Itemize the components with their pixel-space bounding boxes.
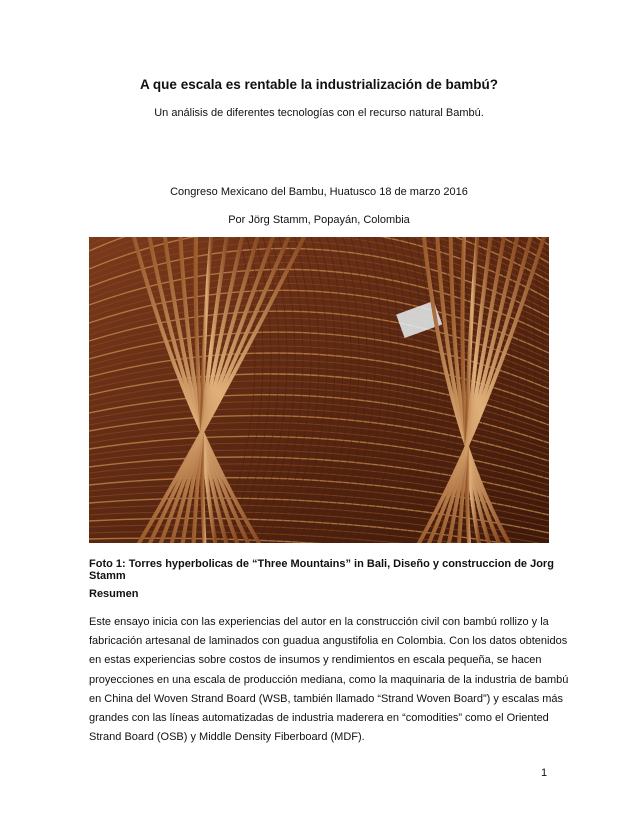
congress-line: Congreso Mexicano del Bambu, Huatusco 18 de marzo 2016 (170, 186, 468, 198)
abstract-line: Strand Board (OSB) y Middle Density Fiberboard (MDF). (89, 731, 365, 744)
figure-caption: Foto 1: Torres hyperbolicas de “Three Mountains” in Bali, Diseño y construccion de Jorg Stamm (89, 558, 554, 582)
abstract-heading: Resumen (89, 588, 139, 600)
abstract-line: proyecciones en una escala de producción mediana, como la maquinaria de la industria de bambú (89, 673, 569, 686)
bamboo-photo-illustration (89, 237, 549, 543)
abstract-text (89, 613, 569, 747)
bamboo-structure-photo (89, 237, 549, 543)
abstract-line: en estas experiencias sobre costos de insumos y rendimientos en escala pequeña, se hacen (89, 654, 542, 667)
document-subtitle: Un análisis de diferentes tecnologías con el recurso natural Bambú. (154, 107, 484, 119)
abstract-line: Este ensayo inicia con las experiencias del autor en la construcción civil con bambú rollizo y la (89, 616, 549, 628)
abstract-line: fabricación artesanal de laminados con guadua angustifolia en Colombia. Con los datos obtenidos (89, 635, 568, 648)
author-line: Por Jörg Stamm, Popayán, Colombia (228, 214, 410, 226)
page-number: 1 (541, 767, 548, 779)
abstract-line: grandes con las líneas automatizadas de industria maderera en “comodities” como el Oriented (89, 712, 549, 725)
abstract-line: en China del Woven Strand Board (WSB, también llamado “Strand Woven Board”) y escalas más (89, 692, 564, 705)
document-title: A que escala es rentable la industrialización de bambú? (139, 77, 499, 92)
